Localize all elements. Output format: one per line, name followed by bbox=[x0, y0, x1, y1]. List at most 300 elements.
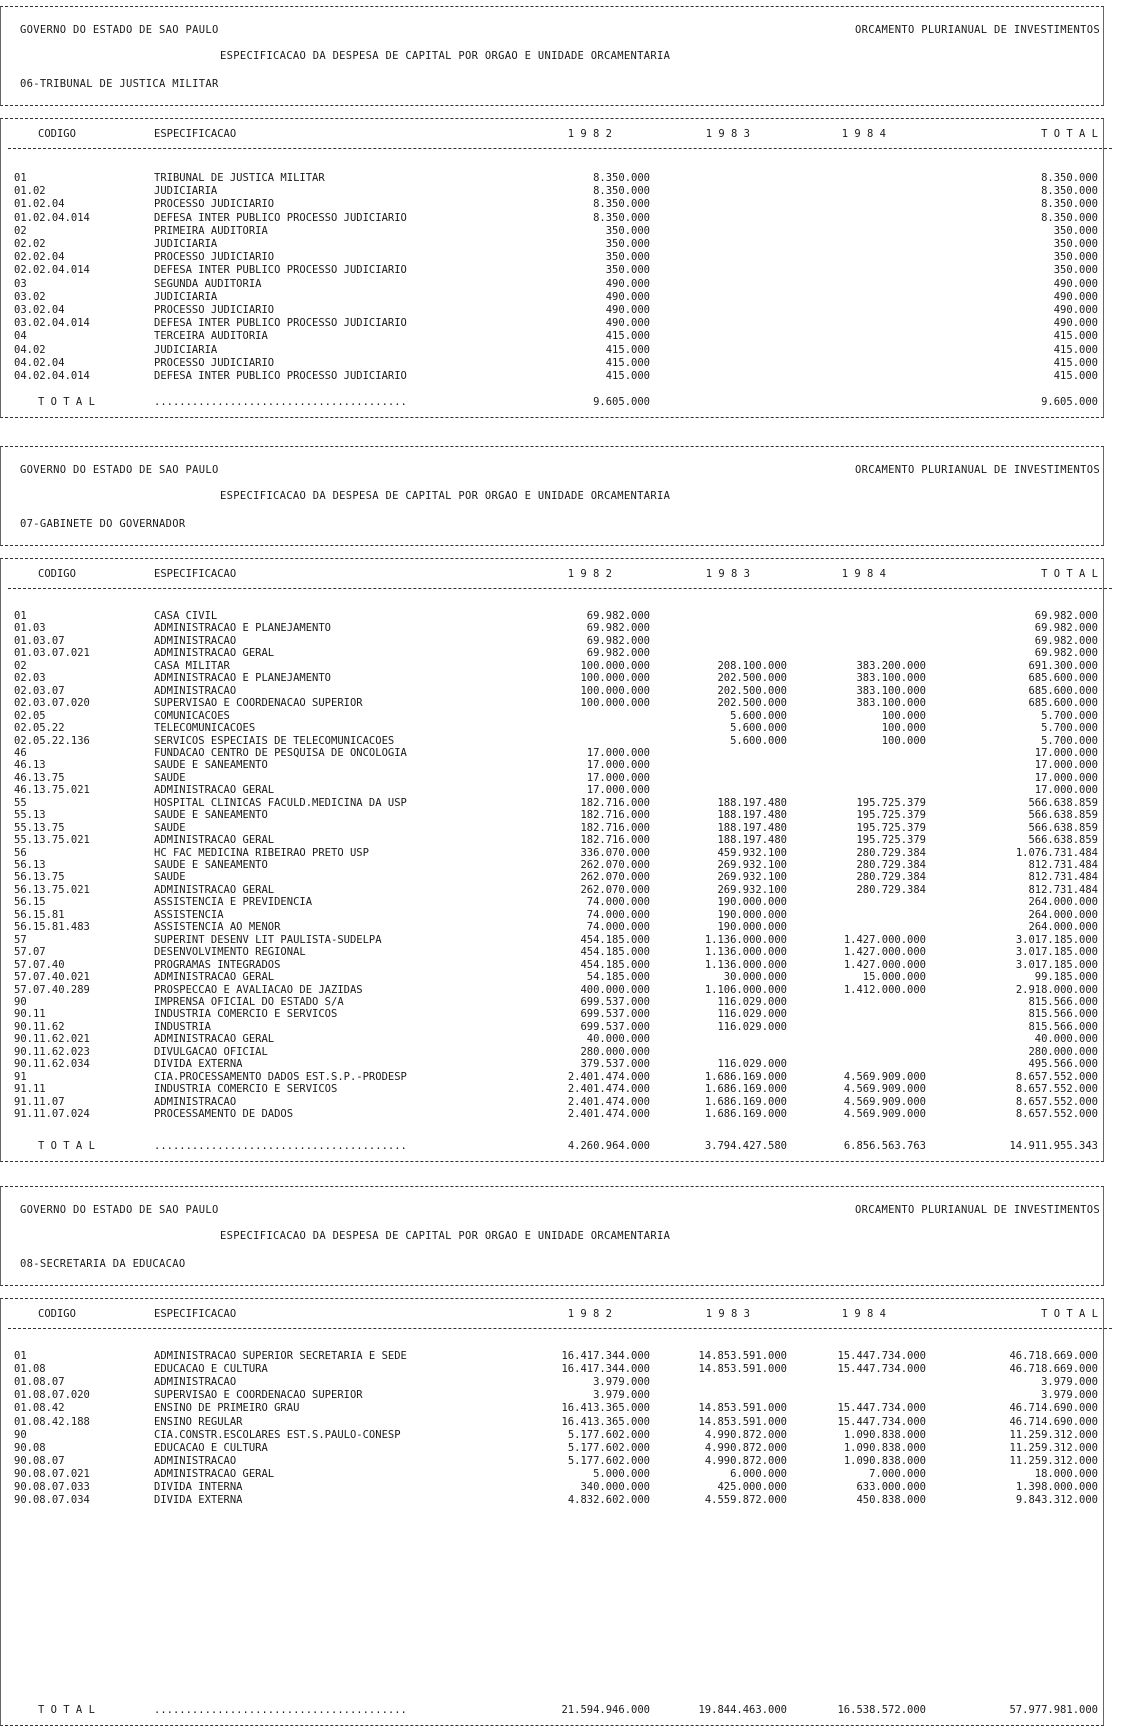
table-row bbox=[8, 291, 1112, 305]
row-value-1982: 2.401.474.000 bbox=[567, 1083, 650, 1096]
row-code: 90.11.62 bbox=[14, 1020, 65, 1033]
row-value-total: 264.000.000 bbox=[1028, 921, 1098, 934]
table-row bbox=[8, 185, 1112, 199]
row-value-total: 264.000.000 bbox=[1028, 896, 1098, 909]
row-value-1982: 17.000.000 bbox=[586, 784, 650, 797]
row-value-1982: 54.185.000 bbox=[586, 971, 650, 984]
row-value-1982: 17.000.000 bbox=[586, 771, 650, 784]
row-value-1983: 202.500.000 bbox=[717, 697, 787, 710]
column-header-row bbox=[8, 128, 1112, 142]
row-value-total: 815.566.000 bbox=[1028, 1008, 1098, 1021]
row-specification: DIVIDA EXTERNA bbox=[154, 1058, 243, 1071]
row-value-1982: 3.979.000 bbox=[593, 1376, 650, 1389]
row-value-1984: 15.447.734.000 bbox=[837, 1415, 926, 1428]
row-specification: DEFESA INTER PUBLICO PROCESSO JUDICIARIO bbox=[154, 264, 407, 277]
row-code: 01 bbox=[14, 1350, 27, 1362]
row-code: 57.07.40 bbox=[14, 958, 65, 971]
row-value-1982: 350.000 bbox=[605, 251, 650, 264]
row-code: 01.03.07.021 bbox=[14, 647, 90, 660]
row-value-1982: 17.000.000 bbox=[586, 759, 650, 772]
row-value-1983: 4.990.872.000 bbox=[704, 1441, 787, 1454]
column-header-especificacao: ESPECIFICACAO bbox=[154, 1308, 237, 1320]
column-header-1983: 1 9 8 3 bbox=[705, 128, 750, 140]
row-value-1982: 74.000.000 bbox=[586, 921, 650, 934]
row-code: 01.08.07.020 bbox=[14, 1389, 90, 1402]
row-specification: ADMINISTRACAO E PLANEJAMENTO bbox=[154, 622, 332, 635]
column-header-1983: 1 9 8 3 bbox=[705, 568, 750, 580]
row-value-1983: 14.853.591.000 bbox=[698, 1363, 787, 1376]
row-code: 90.08.07 bbox=[14, 1454, 65, 1467]
row-value-total: 69.982.000 bbox=[1034, 647, 1098, 660]
row-value-1982: 16.413.365.000 bbox=[561, 1402, 650, 1415]
row-specification: DEFESA INTER PUBLICO PROCESSO JUDICIARIO bbox=[154, 317, 407, 330]
row-value-1983: 269.932.100 bbox=[717, 859, 787, 871]
row-code: 04.02 bbox=[14, 343, 46, 356]
total-1984: 6.856.563.763 bbox=[843, 1140, 926, 1152]
row-specification: CASA MILITAR bbox=[154, 659, 230, 672]
row-value-total: 3.017.185.000 bbox=[1015, 946, 1098, 959]
row-code: 01.02 bbox=[14, 185, 46, 198]
row-value-1982: 5.000.000 bbox=[593, 1467, 650, 1480]
row-value-1982: 699.537.000 bbox=[580, 995, 650, 1008]
row-specification: ADMINISTRACAO GERAL bbox=[154, 784, 275, 797]
row-value-total: 812.731.484 bbox=[1028, 871, 1098, 884]
row-value-1982: 100.000.000 bbox=[580, 684, 650, 697]
row-value-1983: 1.136.000.000 bbox=[704, 946, 787, 959]
row-value-1982: 69.982.000 bbox=[586, 610, 650, 622]
table-row bbox=[8, 1429, 1112, 1443]
row-value-1982: 3.979.000 bbox=[593, 1389, 650, 1402]
row-value-1982: 262.070.000 bbox=[580, 871, 650, 884]
table-row bbox=[8, 1389, 1112, 1403]
table-row bbox=[8, 1350, 1112, 1364]
row-value-total: 566.638.859 bbox=[1028, 809, 1098, 822]
row-code: 04.02.04.014 bbox=[14, 370, 90, 382]
row-code: 90.11.62.034 bbox=[14, 1058, 90, 1071]
row-value-1983: 116.029.000 bbox=[717, 995, 787, 1008]
row-value-total: 8.657.552.000 bbox=[1015, 1108, 1098, 1120]
row-value-1982: 69.982.000 bbox=[586, 634, 650, 647]
row-code: 01 bbox=[14, 172, 27, 184]
row-value-1983: 188.197.480 bbox=[717, 796, 787, 809]
column-header-codigo: CODIGO bbox=[38, 128, 76, 140]
column-header-1982: 1 9 8 2 bbox=[567, 568, 612, 580]
row-value-1982: 490.000 bbox=[605, 317, 650, 330]
row-value-1982: 490.000 bbox=[605, 277, 650, 290]
row-code: 56.13.75.021 bbox=[14, 883, 90, 896]
row-value-1983: 1.136.000.000 bbox=[704, 933, 787, 946]
row-value-1984: 100.000 bbox=[881, 722, 926, 735]
row-value-1983: 116.029.000 bbox=[717, 1058, 787, 1071]
table-row bbox=[8, 357, 1112, 371]
row-value-total: 812.731.484 bbox=[1028, 859, 1098, 871]
row-value-total: 1.076.731.484 bbox=[1015, 846, 1098, 859]
row-value-1983: 5.600.000 bbox=[730, 734, 787, 747]
row-value-total: 8.350.000 bbox=[1041, 185, 1098, 198]
row-value-1982: 74.000.000 bbox=[586, 896, 650, 909]
row-value-1983: 190.000.000 bbox=[717, 896, 787, 909]
total-1982: 9.605.000 bbox=[593, 396, 650, 408]
row-specification: SAUDE bbox=[154, 771, 186, 784]
row-value-1984: 195.725.379 bbox=[856, 821, 926, 834]
row-value-1982: 454.185.000 bbox=[580, 958, 650, 971]
row-value-1984: 1.090.838.000 bbox=[843, 1454, 926, 1467]
table-row bbox=[8, 225, 1112, 239]
row-value-1984: 15.447.734.000 bbox=[837, 1350, 926, 1362]
row-value-1983: 269.932.100 bbox=[717, 883, 787, 896]
row-specification: ADMINISTRACAO bbox=[154, 634, 237, 647]
total-dots: ........................................ bbox=[154, 1140, 407, 1152]
government-title: GOVERNO DO ESTADO DE SAO PAULO bbox=[20, 464, 219, 476]
row-value-1984: 280.729.384 bbox=[856, 846, 926, 859]
row-code: 01.08.42.188 bbox=[14, 1415, 90, 1428]
row-value-1984: 450.838.000 bbox=[856, 1494, 926, 1507]
row-value-1982: 17.000.000 bbox=[586, 746, 650, 759]
row-value-total: 5.700.000 bbox=[1041, 709, 1098, 722]
row-specification: CIA.CONSTR.ESCOLARES EST.S.PAULO-CONESP bbox=[154, 1428, 401, 1441]
row-specification: SERVICOS ESPECIAIS DE TELECOMUNICACOES bbox=[154, 734, 395, 747]
row-value-1982: 8.350.000 bbox=[593, 185, 650, 198]
row-value-1984: 280.729.384 bbox=[856, 871, 926, 884]
row-value-1983: 202.500.000 bbox=[717, 672, 787, 685]
row-code: 90.08.07.034 bbox=[14, 1494, 90, 1507]
row-specification: CIA.PROCESSAMENTO DADOS EST.S.P.-PRODESP bbox=[154, 1070, 407, 1083]
row-specification: HOSPITAL CLINICAS FACULD.MEDICINA DA USP bbox=[154, 796, 407, 809]
row-value-1982: 69.982.000 bbox=[586, 622, 650, 635]
row-value-total: 566.638.859 bbox=[1028, 834, 1098, 847]
row-value-total: 9.843.312.000 bbox=[1015, 1494, 1098, 1507]
row-specification: PROCESSO JUDICIARIO bbox=[154, 304, 275, 316]
row-value-1983: 6.000.000 bbox=[730, 1467, 787, 1480]
table-row bbox=[8, 1481, 1112, 1495]
row-code: 04.02.04 bbox=[14, 356, 65, 369]
row-specification: ADMINISTRACAO bbox=[154, 684, 237, 697]
row-value-1984: 4.569.909.000 bbox=[843, 1095, 926, 1108]
row-code: 04 bbox=[14, 330, 27, 343]
row-code: 02.05 bbox=[14, 709, 46, 722]
row-code: 91 bbox=[14, 1070, 27, 1083]
row-value-1984: 1.427.000.000 bbox=[843, 933, 926, 946]
row-value-total: 5.700.000 bbox=[1041, 722, 1098, 735]
row-value-1982: 5.177.602.000 bbox=[567, 1428, 650, 1441]
table-row bbox=[8, 278, 1112, 292]
row-specification: PROSPECCAO E AVALIACAO DE JAZIDAS bbox=[154, 983, 363, 996]
row-value-1984: 1.427.000.000 bbox=[843, 946, 926, 959]
row-value-1983: 202.500.000 bbox=[717, 684, 787, 697]
row-value-1984: 1.090.838.000 bbox=[843, 1441, 926, 1454]
column-header-1983: 1 9 8 3 bbox=[705, 1308, 750, 1320]
row-value-1984: 100.000 bbox=[881, 734, 926, 747]
row-specification: PRIMEIRA AUDITORIA bbox=[154, 224, 268, 237]
row-code: 01.08.07 bbox=[14, 1376, 65, 1389]
row-value-1984: 280.729.384 bbox=[856, 859, 926, 871]
row-value-1982: 454.185.000 bbox=[580, 946, 650, 959]
row-value-total: 18.000.000 bbox=[1034, 1467, 1098, 1480]
row-value-1982: 415.000 bbox=[605, 343, 650, 356]
row-specification: DEFESA INTER PUBLICO PROCESSO JUDICIARIO bbox=[154, 211, 407, 224]
header-separator bbox=[8, 588, 1112, 589]
row-value-1982: 490.000 bbox=[605, 290, 650, 303]
row-value-1983: 1.686.169.000 bbox=[704, 1083, 787, 1096]
row-value-1982: 69.982.000 bbox=[586, 647, 650, 660]
row-value-1982: 415.000 bbox=[605, 370, 650, 382]
row-value-1983: 4.990.872.000 bbox=[704, 1428, 787, 1441]
row-value-1984: 383.100.000 bbox=[856, 672, 926, 685]
row-code: 03.02.04.014 bbox=[14, 317, 90, 330]
row-value-total: 490.000 bbox=[1053, 290, 1098, 303]
row-value-total: 264.000.000 bbox=[1028, 908, 1098, 921]
row-value-total: 691.300.000 bbox=[1028, 659, 1098, 672]
row-code: 55.13.75.021 bbox=[14, 834, 90, 847]
row-value-total: 8.657.552.000 bbox=[1015, 1083, 1098, 1096]
row-code: 90.11.62.023 bbox=[14, 1045, 90, 1058]
row-value-1982: 2.401.474.000 bbox=[567, 1095, 650, 1108]
row-value-1984: 280.729.384 bbox=[856, 883, 926, 896]
row-value-total: 685.600.000 bbox=[1028, 672, 1098, 685]
row-value-1983: 4.559.872.000 bbox=[704, 1494, 787, 1507]
row-value-1984: 15.447.734.000 bbox=[837, 1402, 926, 1415]
row-value-total: 17.000.000 bbox=[1034, 746, 1098, 759]
row-specification: SUPERVISAO E COORDENACAO SUPERIOR bbox=[154, 1389, 363, 1402]
row-value-1983: 208.100.000 bbox=[717, 659, 787, 672]
row-specification: JUDICIARIA bbox=[154, 185, 218, 198]
row-value-1982: 2.401.474.000 bbox=[567, 1070, 650, 1083]
row-code: 55.13.75 bbox=[14, 821, 65, 834]
row-specification: SUPERVISAO E COORDENACAO SUPERIOR bbox=[154, 697, 363, 710]
table-row bbox=[8, 251, 1112, 265]
column-header-1984: 1 9 8 4 bbox=[841, 128, 886, 140]
row-specification: SAUDE bbox=[154, 821, 186, 834]
row-value-total: 490.000 bbox=[1053, 304, 1098, 316]
table-row bbox=[8, 198, 1112, 212]
row-value-total: 815.566.000 bbox=[1028, 1020, 1098, 1033]
row-code: 90 bbox=[14, 995, 27, 1008]
row-code: 90.11 bbox=[14, 1008, 46, 1021]
row-value-1982: 5.177.602.000 bbox=[567, 1454, 650, 1467]
row-value-1982: 5.177.602.000 bbox=[567, 1441, 650, 1454]
row-value-1982: 16.413.365.000 bbox=[561, 1415, 650, 1428]
table-row bbox=[8, 344, 1112, 358]
row-specification: JUDICIARIA bbox=[154, 238, 218, 250]
row-code: 90 bbox=[14, 1428, 27, 1441]
row-code: 91.11.07.024 bbox=[14, 1108, 90, 1120]
row-value-total: 5.700.000 bbox=[1041, 734, 1098, 747]
row-code: 56.15.81 bbox=[14, 908, 65, 921]
row-code: 91.11.07 bbox=[14, 1095, 65, 1108]
row-value-total: 11.259.312.000 bbox=[1009, 1441, 1098, 1454]
row-code: 03.02 bbox=[14, 290, 46, 303]
row-value-1983: 190.000.000 bbox=[717, 908, 787, 921]
row-specification: INDUSTRIA bbox=[154, 1020, 211, 1033]
row-specification: ADMINISTRACAO E PLANEJAMENTO bbox=[154, 672, 332, 685]
row-value-1982: 8.350.000 bbox=[593, 198, 650, 211]
row-code: 90.08.07.033 bbox=[14, 1481, 90, 1493]
column-header-codigo: CODIGO bbox=[38, 568, 76, 580]
row-value-1984: 383.200.000 bbox=[856, 659, 926, 672]
column-header-1984: 1 9 8 4 bbox=[841, 1308, 886, 1320]
row-value-total: 685.600.000 bbox=[1028, 684, 1098, 697]
column-header-especificacao: ESPECIFICACAO bbox=[154, 568, 237, 580]
row-value-total: 8.657.552.000 bbox=[1015, 1070, 1098, 1083]
row-code: 57.07.40.289 bbox=[14, 983, 90, 996]
row-value-1983: 116.029.000 bbox=[717, 1020, 787, 1033]
table-row bbox=[8, 304, 1112, 318]
row-code: 55 bbox=[14, 796, 27, 809]
row-value-total: 46.718.669.000 bbox=[1009, 1363, 1098, 1376]
row-code: 57 bbox=[14, 933, 27, 946]
plan-title: ORCAMENTO PLURIANUAL DE INVESTIMENTOS bbox=[855, 464, 1100, 476]
row-value-total: 11.259.312.000 bbox=[1009, 1454, 1098, 1467]
row-code: 56.15.81.483 bbox=[14, 921, 90, 934]
row-specification: PROCESSO JUDICIARIO bbox=[154, 356, 275, 369]
row-value-1982: 182.716.000 bbox=[580, 796, 650, 809]
table-row bbox=[8, 212, 1112, 226]
row-code: 01.03 bbox=[14, 622, 46, 635]
row-value-1984: 195.725.379 bbox=[856, 796, 926, 809]
row-specification: ENSINO REGULAR bbox=[154, 1415, 243, 1428]
row-value-1983: 116.029.000 bbox=[717, 1008, 787, 1021]
row-code: 02.02.04.014 bbox=[14, 264, 90, 277]
row-code: 56 bbox=[14, 846, 27, 859]
row-value-total: 280.000.000 bbox=[1028, 1045, 1098, 1058]
row-value-1984: 383.100.000 bbox=[856, 684, 926, 697]
row-value-1983: 1.106.000.000 bbox=[704, 983, 787, 996]
table-row bbox=[8, 330, 1112, 344]
row-code: 46.13 bbox=[14, 759, 46, 772]
row-value-1983: 14.853.591.000 bbox=[698, 1402, 787, 1415]
row-value-total: 350.000 bbox=[1053, 251, 1098, 264]
row-code: 56.13 bbox=[14, 859, 46, 871]
table-row bbox=[8, 1108, 1112, 1122]
row-specification: PROCESSO JUDICIARIO bbox=[154, 198, 275, 211]
total-grand: 9.605.000 bbox=[1041, 396, 1098, 408]
row-value-1982: 454.185.000 bbox=[580, 933, 650, 946]
row-code: 91.11 bbox=[14, 1083, 46, 1096]
row-specification: ADMINISTRACAO GERAL bbox=[154, 834, 275, 847]
column-header-total: T O T A L bbox=[1041, 1308, 1098, 1320]
row-code: 02.03.07 bbox=[14, 684, 65, 697]
row-value-1984: 195.725.379 bbox=[856, 834, 926, 847]
row-specification: SAUDE bbox=[154, 871, 186, 884]
row-value-1982: 4.832.602.000 bbox=[567, 1494, 650, 1507]
row-value-1983: 269.932.100 bbox=[717, 871, 787, 884]
total-1982: 4.260.964.000 bbox=[567, 1140, 650, 1152]
row-value-1982: 40.000.000 bbox=[586, 1033, 650, 1046]
row-value-total: 17.000.000 bbox=[1034, 771, 1098, 784]
row-specification: ENSINO DE PRIMEIRO GRAU bbox=[154, 1402, 300, 1415]
row-value-1983: 30.000.000 bbox=[723, 971, 787, 984]
organ-name: 06-TRIBUNAL DE JUSTICA MILITAR bbox=[20, 78, 219, 90]
row-code: 02.02 bbox=[14, 238, 46, 250]
total-1983: 19.844.463.000 bbox=[698, 1704, 787, 1716]
total-1982: 21.594.946.000 bbox=[561, 1704, 650, 1716]
row-value-total: 3.979.000 bbox=[1041, 1376, 1098, 1389]
column-header-1982: 1 9 8 2 bbox=[567, 1308, 612, 1320]
row-value-1983: 188.197.480 bbox=[717, 834, 787, 847]
row-code: 02.05.22.136 bbox=[14, 734, 90, 747]
row-specification: DIVULGACAO OFICIAL bbox=[154, 1045, 268, 1058]
total-grand: 14.911.955.343 bbox=[1009, 1140, 1098, 1152]
row-value-total: 495.566.000 bbox=[1028, 1058, 1098, 1071]
row-specification: ADMINISTRACAO bbox=[154, 1376, 237, 1389]
row-code: 03.02.04 bbox=[14, 304, 65, 316]
row-value-1983: 14.853.591.000 bbox=[698, 1415, 787, 1428]
row-specification: PROGRAMAS INTEGRADOS bbox=[154, 958, 281, 971]
total-label: T O T A L bbox=[38, 1140, 95, 1152]
row-value-total: 17.000.000 bbox=[1034, 784, 1098, 797]
row-value-1984: 1.427.000.000 bbox=[843, 958, 926, 971]
row-value-total: 490.000 bbox=[1053, 317, 1098, 330]
row-value-1984: 4.569.909.000 bbox=[843, 1070, 926, 1083]
table-row bbox=[8, 370, 1112, 384]
row-value-1982: 100.000.000 bbox=[580, 672, 650, 685]
total-grand: 57.977.981.000 bbox=[1009, 1704, 1098, 1716]
row-specification: PROCESSO JUDICIARIO bbox=[154, 251, 275, 264]
row-value-total: 350.000 bbox=[1053, 238, 1098, 250]
column-header-1984: 1 9 8 4 bbox=[841, 568, 886, 580]
row-value-1984: 4.569.909.000 bbox=[843, 1108, 926, 1120]
row-value-1984: 7.000.000 bbox=[869, 1467, 926, 1480]
row-code: 03 bbox=[14, 277, 27, 290]
row-value-total: 46.718.669.000 bbox=[1009, 1350, 1098, 1362]
plan-title: ORCAMENTO PLURIANUAL DE INVESTIMENTOS bbox=[855, 24, 1100, 36]
organ-name: 07-GABINETE DO GOVERNADOR bbox=[20, 518, 186, 530]
row-specification: ASSISTENCIA E PREVIDENCIA bbox=[154, 896, 313, 909]
row-value-1982: 100.000.000 bbox=[580, 659, 650, 672]
table-row bbox=[8, 1494, 1112, 1508]
row-code: 01.08.42 bbox=[14, 1402, 65, 1415]
total-dots: ........................................ bbox=[154, 396, 407, 408]
total-label: T O T A L bbox=[38, 396, 95, 408]
row-value-1982: 350.000 bbox=[605, 264, 650, 277]
column-header-row bbox=[8, 1308, 1112, 1322]
row-value-total: 415.000 bbox=[1053, 343, 1098, 356]
row-value-1984: 15.000.000 bbox=[862, 971, 926, 984]
row-value-total: 415.000 bbox=[1053, 370, 1098, 382]
row-specification: ADMINISTRACAO bbox=[154, 1454, 237, 1467]
header-separator bbox=[8, 1328, 1112, 1329]
row-specification: SAUDE E SANEAMENTO bbox=[154, 859, 268, 871]
row-code: 02.03 bbox=[14, 672, 46, 685]
row-specification: EDUCACAO E CULTURA bbox=[154, 1363, 268, 1376]
row-code: 02.05.22 bbox=[14, 722, 65, 735]
row-specification: TERCEIRA AUDITORIA bbox=[154, 330, 268, 343]
row-specification: EDUCACAO E CULTURA bbox=[154, 1441, 268, 1454]
government-title: GOVERNO DO ESTADO DE SAO PAULO bbox=[20, 1204, 219, 1216]
row-specification: ASSISTENCIA bbox=[154, 908, 224, 921]
row-value-total: 17.000.000 bbox=[1034, 759, 1098, 772]
row-value-1982: 16.417.344.000 bbox=[561, 1350, 650, 1362]
row-code: 90.08 bbox=[14, 1441, 46, 1454]
row-value-1983: 190.000.000 bbox=[717, 921, 787, 934]
row-value-1983: 1.686.169.000 bbox=[704, 1108, 787, 1120]
row-code: 02.03.07.020 bbox=[14, 697, 90, 710]
row-specification: PROCESSAMENTO DE DADOS bbox=[154, 1108, 294, 1120]
row-value-total: 69.982.000 bbox=[1034, 622, 1098, 635]
row-value-1982: 8.350.000 bbox=[593, 211, 650, 224]
row-value-1982: 336.070.000 bbox=[580, 846, 650, 859]
row-specification: JUDICIARIA bbox=[154, 343, 218, 356]
row-specification: IMPRENSA OFICIAL DO ESTADO S/A bbox=[154, 995, 344, 1008]
row-specification: DIVIDA INTERNA bbox=[154, 1481, 243, 1493]
row-specification: SEGUNDA AUDITORIA bbox=[154, 277, 262, 290]
row-value-total: 415.000 bbox=[1053, 356, 1098, 369]
row-specification: INDUSTRIA COMERCIO E SERVICOS bbox=[154, 1083, 338, 1096]
row-value-total: 3.979.000 bbox=[1041, 1389, 1098, 1402]
row-specification: DIVIDA EXTERNA bbox=[154, 1494, 243, 1507]
table-row bbox=[8, 238, 1112, 252]
row-value-total: 40.000.000 bbox=[1034, 1033, 1098, 1046]
